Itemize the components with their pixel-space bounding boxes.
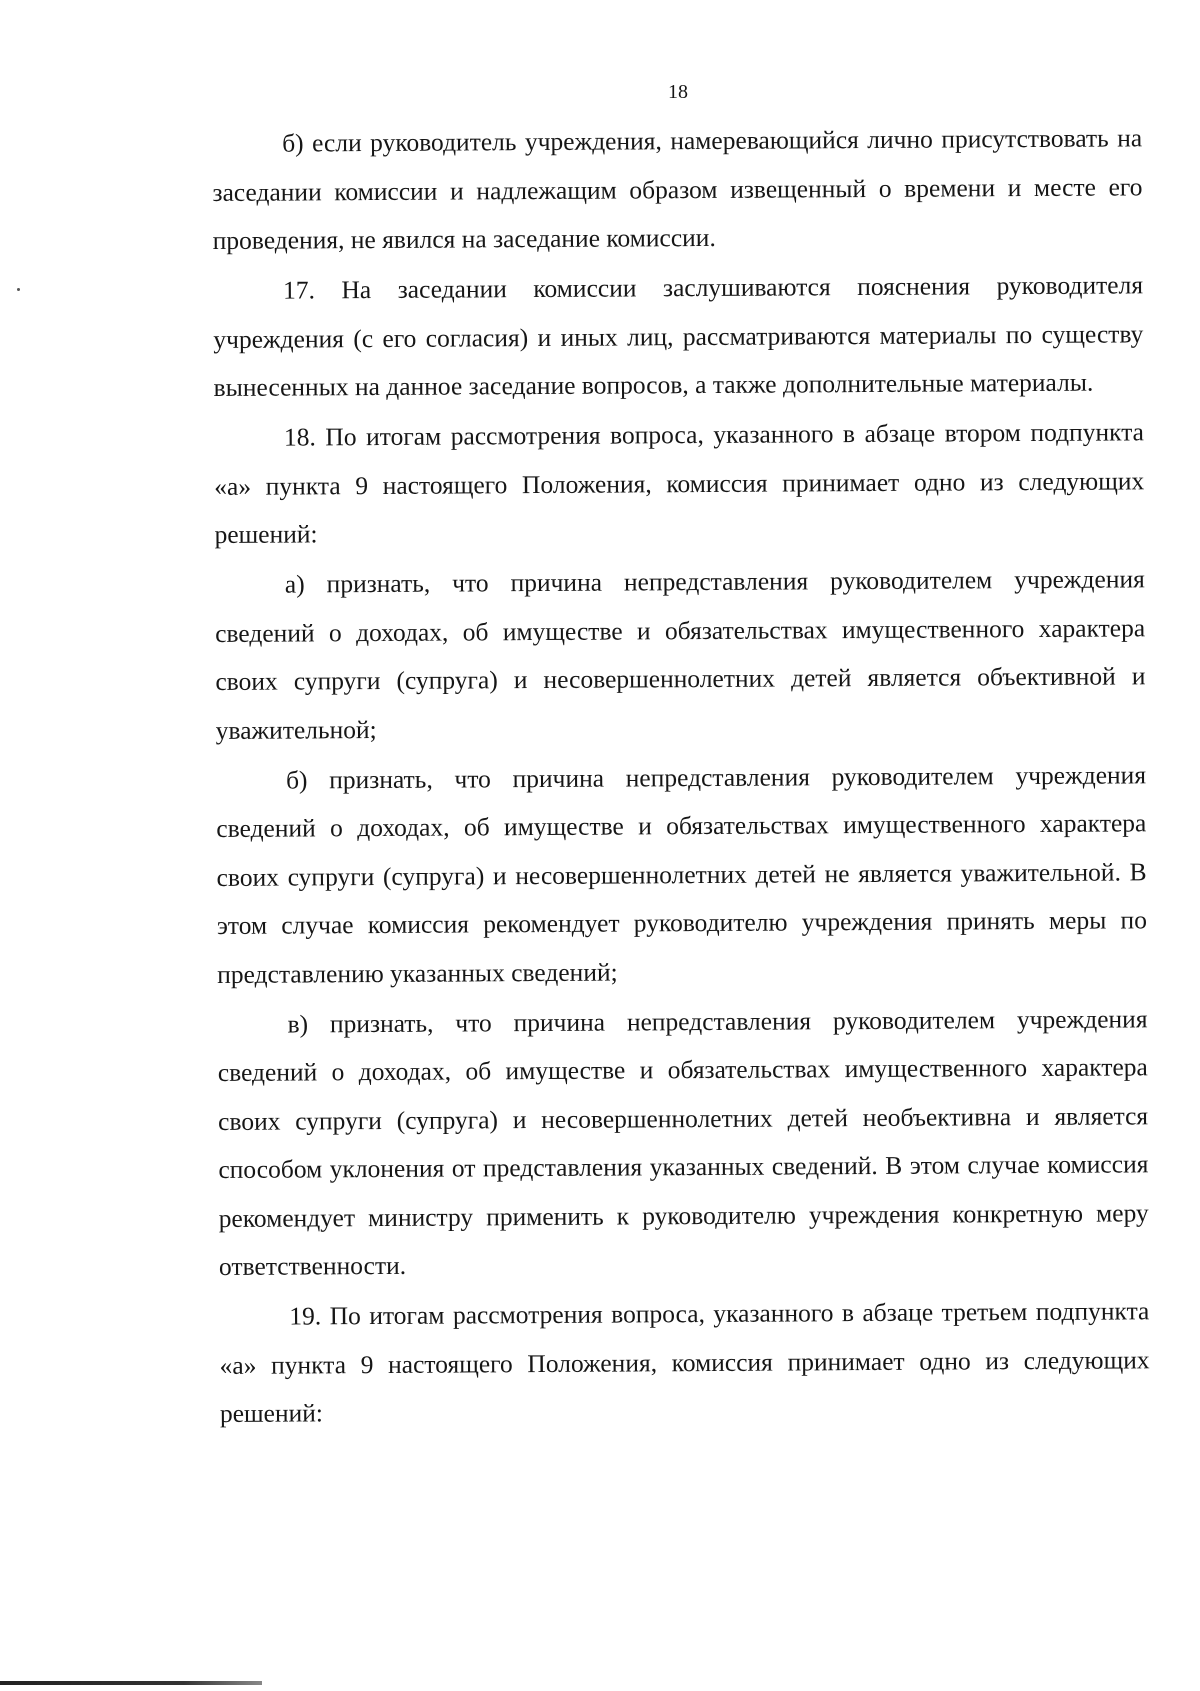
scan-speck bbox=[17, 288, 20, 291]
footer-rule bbox=[0, 1681, 262, 1685]
paragraph-18v: в) признать, что причина непредставления руководителем учреждения сведений о доходах, об имуществе и обязательствах имущественного характера своих супруги (супруга) и несовершеннолетних детей необъективна и является способом уклонения от представления указанных сведений. В этом случае комиссия рекомендует министру применить к руководителю учреждения конкретную меру ответственности. bbox=[217, 1003, 1149, 1281]
paragraph-18a: а) признать, что причина непредставления руководителем учреждения сведений о доходах, об имуществе и обязательствах имущественного характера своих супруги (супруга) и несовершеннолетних детей является объективной и уважительной; bbox=[215, 564, 1146, 745]
paragraph-19: 19. По итогам рассмотрения вопроса, указанного в абзаце третьем подпункта «а» пункта 9 настоящего Положения, комиссия принимает одно из следующих решений: bbox=[219, 1296, 1150, 1428]
paragraph-18b: б) признать, что причина непредставления руководителем учреждения сведений о доходах, об имуществе и обязательствах имущественного характера своих супруги (супруга) и несовершеннолетних детей не является уважительной. В этом случае комиссия рекомендует руководителю учреждения принять меры по представлению указанных сведений; bbox=[216, 759, 1147, 989]
paragraph-17: 17. На заседании комиссии заслушиваются пояснения руководителя учреждения (с его согласия) и иных лиц, рассматриваются материалы по существу вынесенных на данное заседание вопросов, а также дополнительные материалы. bbox=[213, 270, 1144, 402]
paragraph-16b: б) если руководитель учреждения, намеревающийся лично присутствовать на заседании комиссии и надлежащим образом извещенный о времени и месте его проведения, не явился на заседание комиссии. bbox=[212, 123, 1143, 255]
paragraph-18: 18. По итогам рассмотрения вопроса, указанного в абзаце втором подпункта «а» пункта 9 настоящего Положения, комиссия принимает одно из следующих решений: bbox=[214, 417, 1145, 549]
document-body bbox=[212, 114, 1150, 1440]
page-number: 18 bbox=[668, 81, 688, 103]
